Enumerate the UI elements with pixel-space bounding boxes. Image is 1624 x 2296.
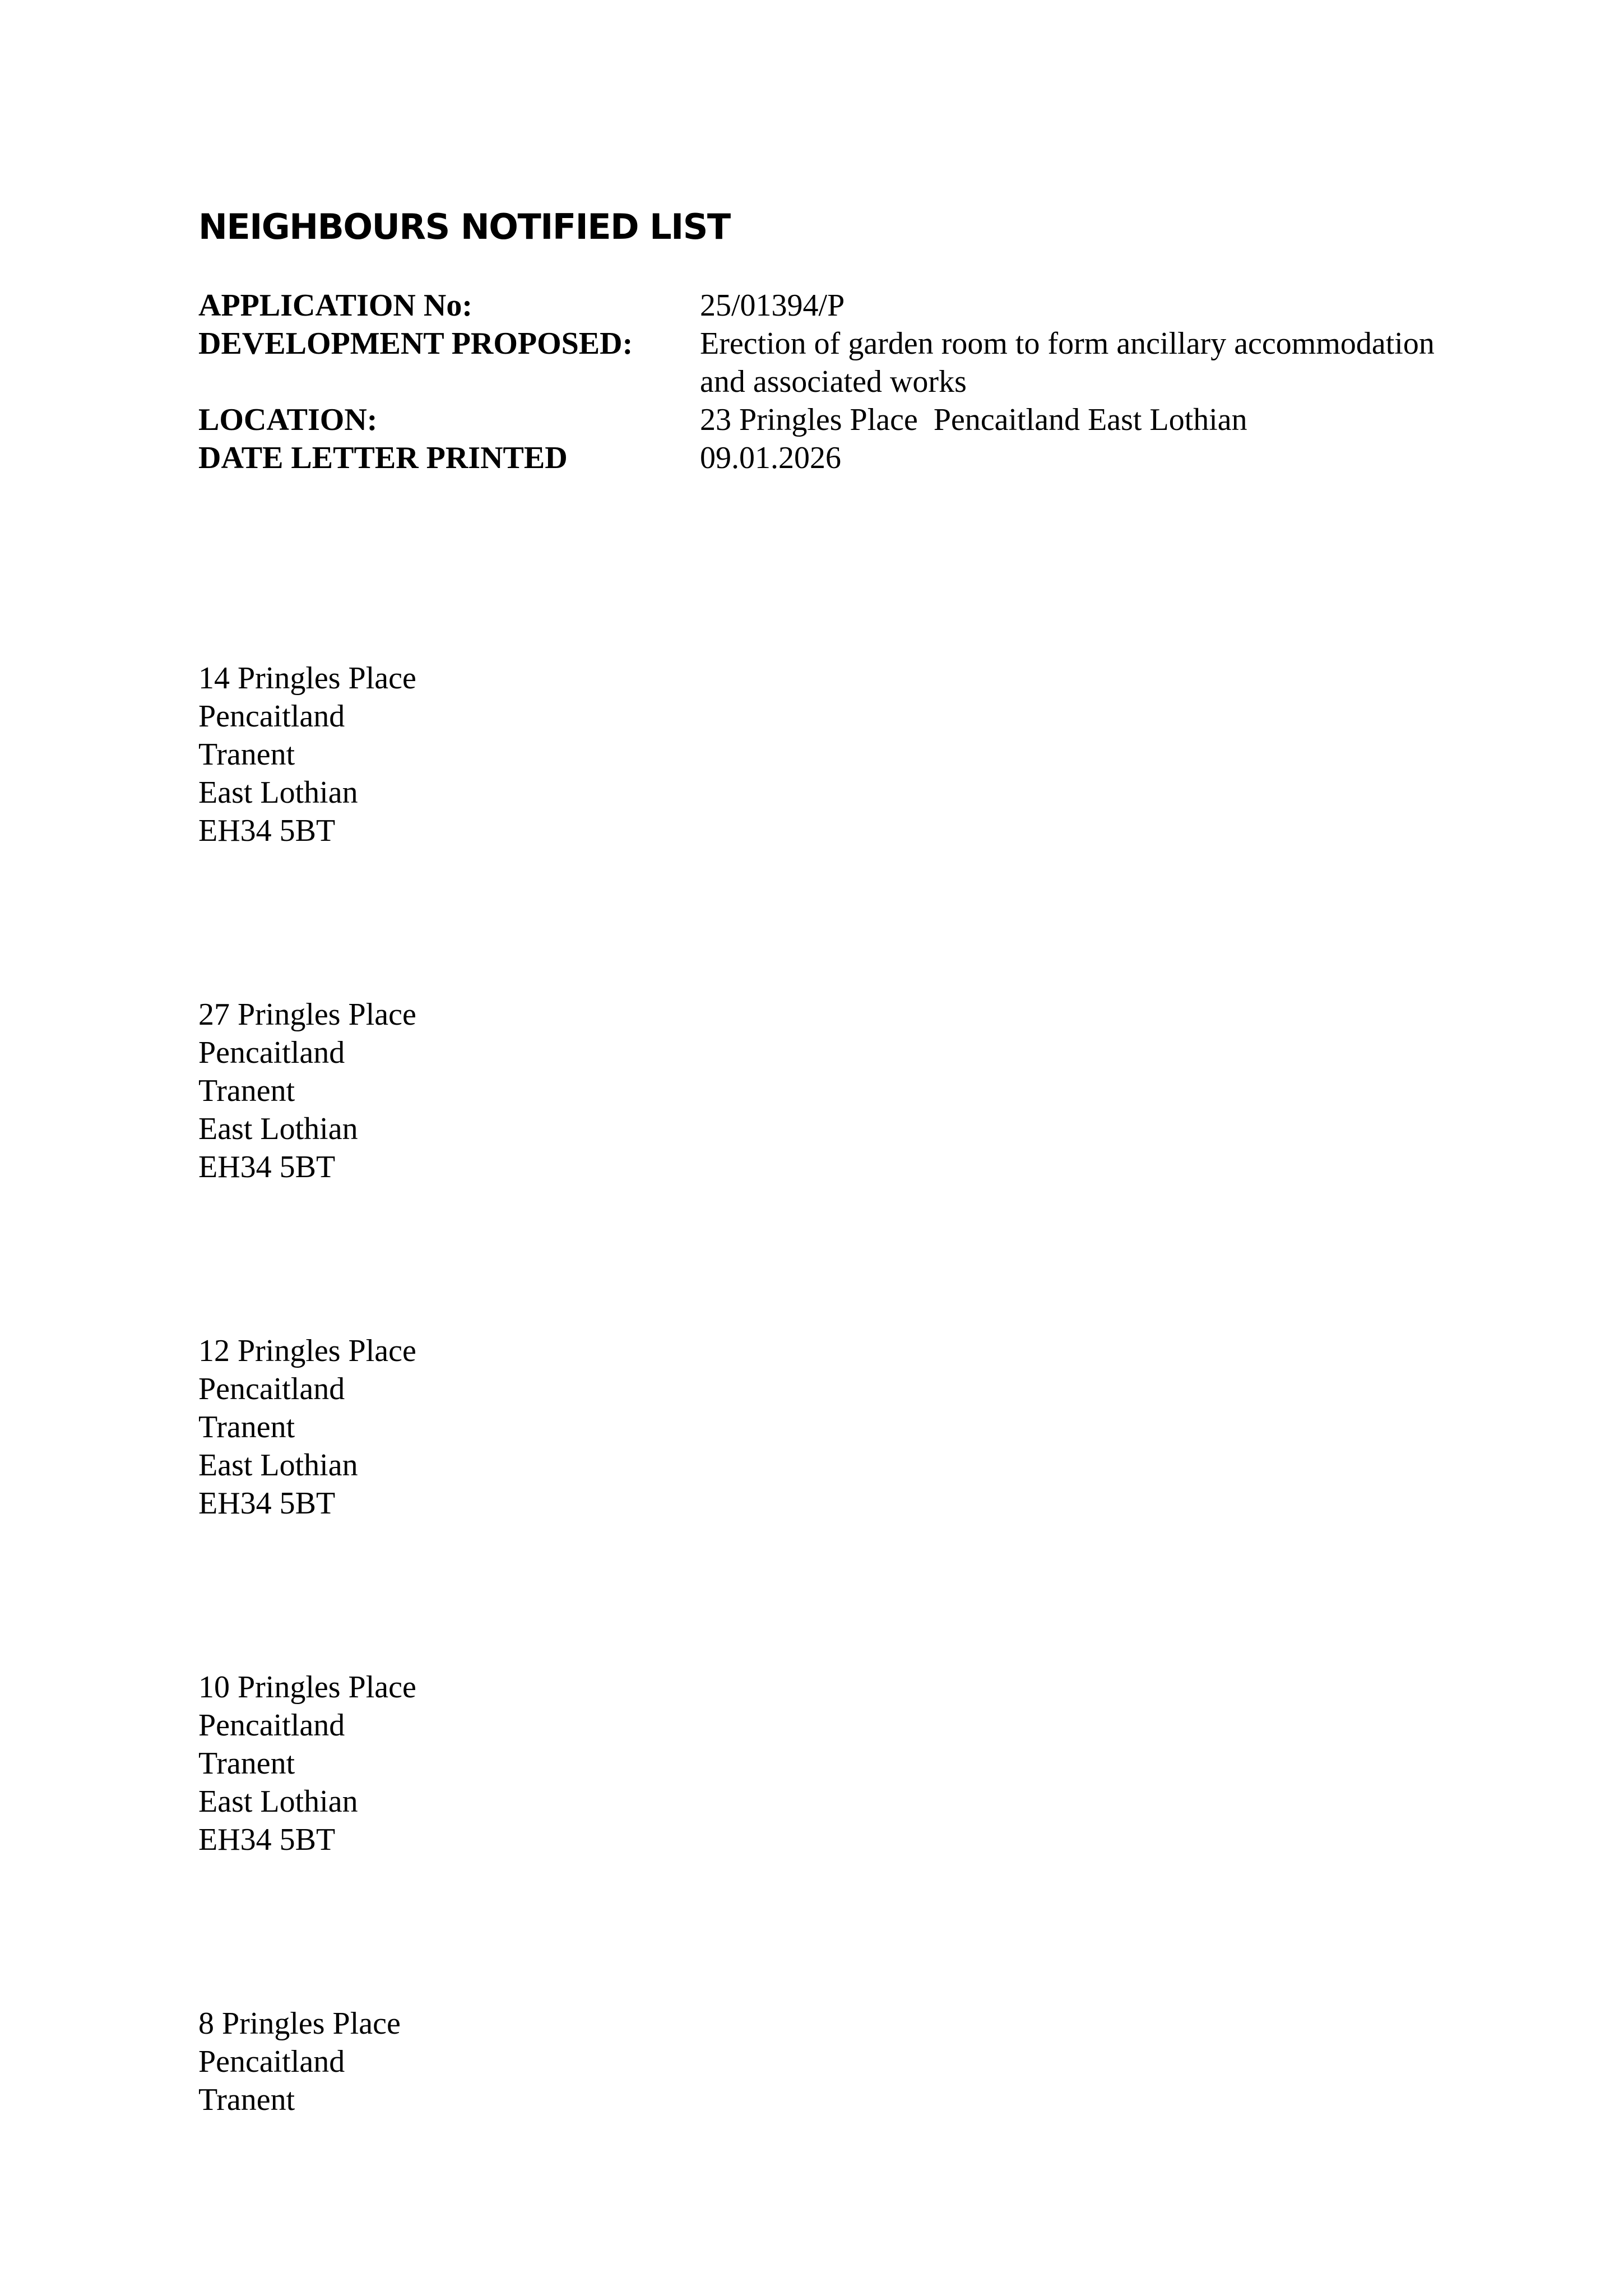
development-proposed-row (198, 325, 1487, 401)
development-proposed-label: DEVELOPMENT PROPOSED: (198, 326, 633, 361)
date-letter-printed-row (198, 439, 1487, 477)
address-region: East Lothian (198, 1448, 358, 1483)
neighbour-address (198, 996, 416, 1186)
neighbour-address (198, 1668, 416, 1859)
address-street: 10 Pringles Place (198, 1670, 416, 1705)
location-row (198, 401, 1487, 439)
address-village: Pencaitland (198, 1035, 345, 1070)
neighbour-address (198, 2005, 401, 2119)
address-postcode: EH34 5BT (198, 1822, 336, 1857)
address-town: Tranent (198, 737, 295, 772)
location-label: LOCATION: (198, 402, 378, 437)
address-region: East Lothian (198, 1784, 358, 1819)
address-postcode: EH34 5BT (198, 1150, 336, 1184)
address-postcode: EH34 5BT (198, 1486, 336, 1521)
address-region: East Lothian (198, 1112, 358, 1146)
address-postcode: EH34 5BT (198, 813, 336, 848)
address-town: Tranent (198, 1410, 295, 1445)
application-number-label: APPLICATION No: (198, 288, 472, 323)
address-street: 12 Pringles Place (198, 1334, 416, 1368)
application-details (198, 286, 1487, 477)
address-village: Pencaitland (198, 2044, 345, 2079)
page-title: NEIGHBOURS NOTIFIED LIST (198, 206, 730, 247)
address-village: Pencaitland (198, 1372, 345, 1406)
application-number-row (198, 286, 1487, 325)
address-street: 27 Pringles Place (198, 997, 416, 1032)
development-proposed-value: Erection of garden room to form ancillary accommodation and associated works (700, 326, 1442, 399)
address-region: East Lothian (198, 775, 358, 810)
address-town: Tranent (198, 1746, 295, 1781)
address-town: Tranent (198, 1073, 295, 1108)
application-number-value: 25/01394/P (700, 288, 845, 323)
address-street: 8 Pringles Place (198, 2006, 401, 2041)
address-village: Pencaitland (198, 1708, 345, 1743)
location-value: 23 Pringles Place Pencaitland East Lothian (700, 402, 1247, 437)
address-street: 14 Pringles Place (198, 661, 416, 696)
neighbour-address (198, 659, 416, 850)
address-village: Pencaitland (198, 699, 345, 734)
date-letter-printed-value: 09.01.2026 (700, 441, 841, 475)
neighbour-address (198, 1332, 416, 1522)
address-town: Tranent (198, 2082, 295, 2117)
date-letter-printed-label: DATE LETTER PRINTED (198, 441, 568, 475)
